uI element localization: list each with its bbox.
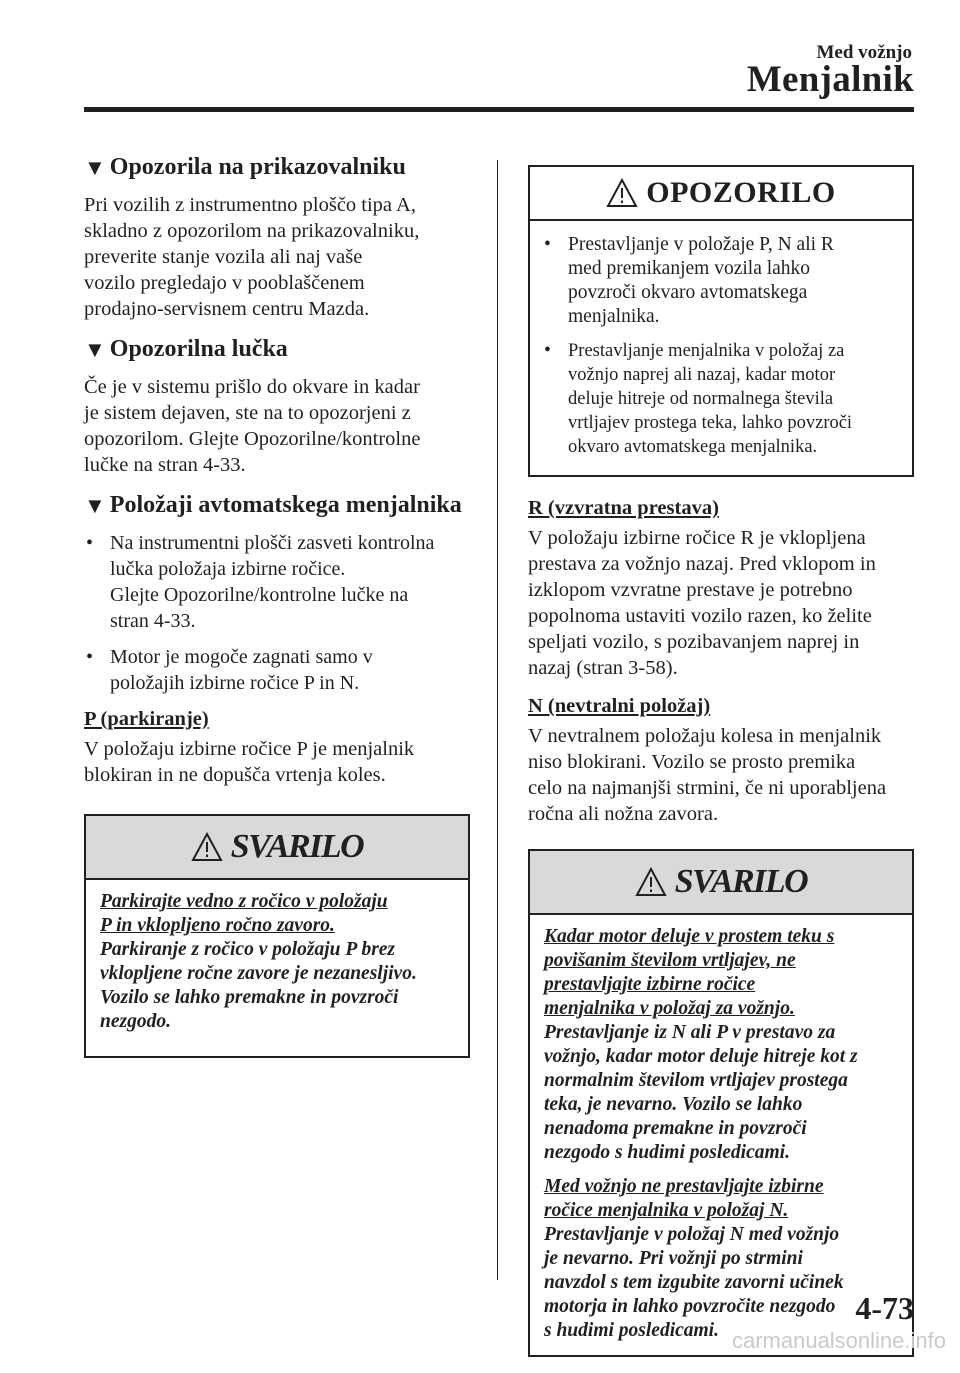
subheading-reverse: R (vzvratna prestava) — [528, 497, 719, 519]
page-title: Menjalnik — [746, 59, 914, 100]
heading-warning-light: ▼ Opozorilna lučka — [84, 336, 288, 362]
paragraph-neutral: V nevtralnem položaju kolesa in menjalnik niso blokirani. Vozilo se prosto premika celo na najmanjši strmini, če ni uporabljena ročna ali nožna zavora. — [528, 725, 887, 825]
bullet-icon: • — [544, 340, 551, 361]
bullet-icon: • — [86, 646, 94, 668]
heading-display-warnings: ▼ Opozorila na prikazovalniku — [84, 154, 406, 180]
caution-box-park — [84, 814, 470, 1058]
warning-triangle-icon — [635, 867, 667, 897]
heading-transmission-positions: ▼ Položaji avtomatskega menjalnika — [84, 492, 462, 518]
list-item: • Motor je mogoče zagnati samo v položajih izbirne ročice P in N. — [86, 646, 373, 694]
warning-label: OPOZORILO — [646, 176, 836, 209]
warning-triangle-icon — [191, 832, 223, 862]
page-number: 4-73 — [855, 1290, 914, 1326]
caution-text: Parkirajte vedno z ročico v položaju P in vklopljeno ročno zavoro. Parkiranje z ročico v položaju P brez vklopljene ročne zavore je nezanesljivo. Vozilo se lahko premakne in povzroči nezgodo. — [100, 891, 417, 1032]
column-divider — [497, 160, 498, 1280]
list-item: • Na instrumentni plošči zasveti kontrolna lučka položaja izbirne ročice. Glejte Opozorilne/kontrolne lučke na stran 4-33. — [86, 532, 435, 632]
positions-list — [84, 530, 470, 696]
caution-text: Kadar motor deluje v prostem teku s povišanim številom vrtljajev, ne prestavljajte izbirne ročice menjalnika v položaj za vožnjo. Prestavljanje iz N ali P v prestavo za vožnjo, kadar motor deluje hitreje kot z normalnim številom vrtljajev prostega teka, je nevarno. Vozilo se lahko nenadoma premakne in povzroči nezgodo s hudimi posledicami. — [544, 926, 858, 1163]
warning-triangle-icon — [606, 178, 638, 208]
warning-box-body — [530, 221, 912, 475]
caution-text: Med vožnjo ne prestavljajte izbirne ročice menjalnika v položaj N. Prestavljanje v položaj N med vožnjo je nevarno. Pri vožnji po strmini navzdol s tem izgubite zavorni učinek motorja in lahko povzročite nezgodo s hudimi posledicami. — [544, 1176, 844, 1341]
caution-box-header — [86, 816, 468, 880]
header-section: Med vožnjo — [816, 42, 912, 63]
bullet-icon: • — [86, 532, 94, 554]
list-item: • Prestavljanje v položaje P, N ali R med premikanjem vozila lahko povzroči okvaro avtomatskega menjalnika. — [544, 234, 834, 327]
caution-label: SVARILO — [674, 863, 808, 900]
left-column — [84, 152, 470, 1074]
right-column — [528, 165, 914, 1373]
bullet-icon: • — [544, 234, 551, 255]
warning-box — [528, 165, 914, 477]
paragraph-display-warnings: Pri vozilih z instrumentno ploščo tipa A, skladno z opozorilom na prikazovalniku, preverite stanje vozila ali naj vaše vozilo pregledajo v pooblaščenem prodajno-servisnem centru Mazda. — [84, 194, 420, 320]
paragraph-park: V položaju izbirne ročice P je menjalnik blokiran in ne dopušča vrtenja koles. — [84, 738, 415, 786]
caution-box-body — [86, 880, 468, 1056]
subheading-park: P (parkiranje) — [84, 708, 209, 730]
paragraph-reverse: V položaju izbirne ročice R je vklopljena prestava za vožnjo nazaj. Pred vklopom in izklopom vzvratne prestave je potrebno popolnoma ustaviti vozilo razen, ko želite speljati vozilo, s pozibavanjem naprej in nazaj (stran 3-58). — [528, 527, 876, 679]
triangle-bullet-icon: ▼ — [84, 155, 106, 180]
caution-box-header — [530, 851, 912, 915]
header-rule — [84, 107, 914, 112]
caution-box-body — [530, 915, 912, 1355]
watermark: carmanualsonline.info — [731, 1328, 946, 1353]
triangle-bullet-icon: ▼ — [84, 493, 106, 518]
warning-box-header — [530, 167, 912, 221]
triangle-bullet-icon: ▼ — [84, 337, 106, 362]
caution-label: SVARILO — [230, 828, 364, 865]
subheading-neutral: N (nevtralni položaj) — [528, 695, 711, 717]
list-item: • Prestavljanje menjalnika v položaj za vožnjo naprej ali nazaj, kadar motor deluje hitreje od normalnega števila vrtljajev prostega teka, lahko povzroči okvaro avtomatskega menjalnika. — [544, 340, 853, 457]
warning-list — [542, 233, 900, 459]
caution-box-drive — [528, 849, 914, 1357]
paragraph-warning-light: Če je v sistemu prišlo do okvare in kadar je sistem dejaven, ste na to opozorjeni z opozorilom. Glejte Opozorilne/kontrolne lučke na stran 4-33. — [84, 376, 421, 476]
